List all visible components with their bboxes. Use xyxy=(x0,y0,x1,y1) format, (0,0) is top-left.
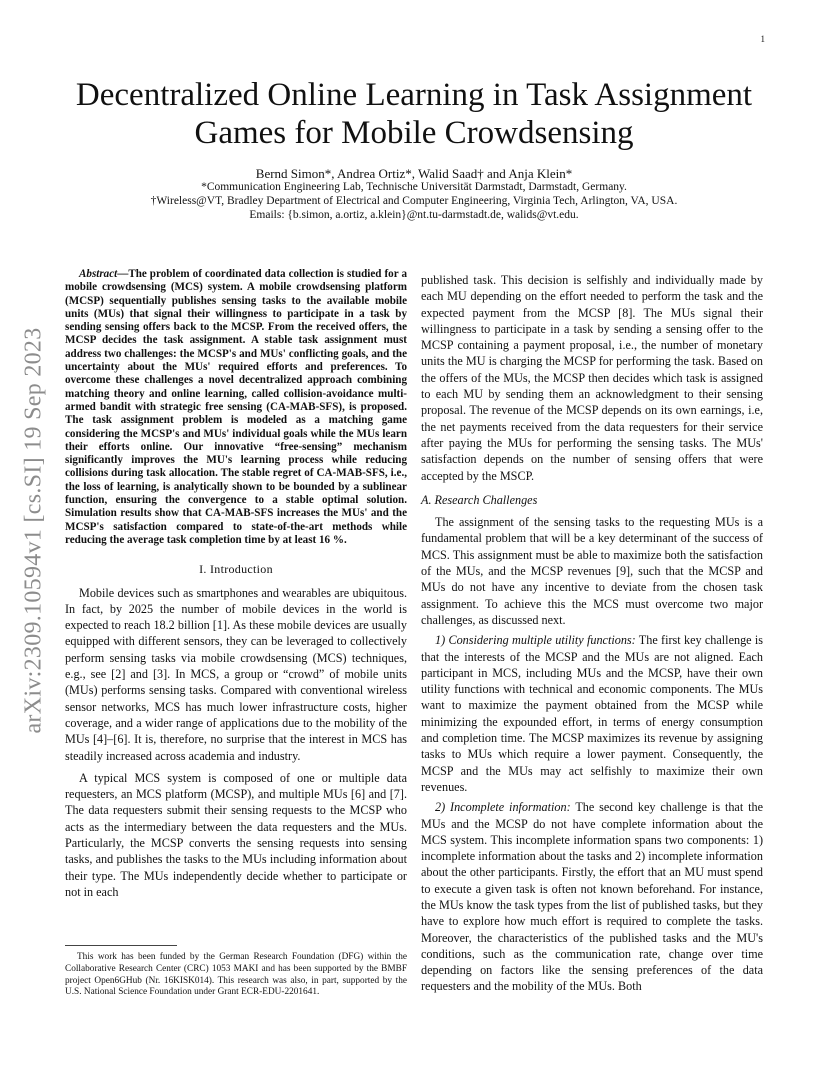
right-column xyxy=(421,272,763,995)
challenge-1-heading: 1) Considering multiple utility functions: xyxy=(435,633,636,648)
abstract xyxy=(65,268,407,547)
left-column xyxy=(65,268,407,900)
challenge-1-text: The first key challenge is that the interests of the MCSP and the MUs are not aligned. Each participant in MCS, including MUs and the MCSP, have their own utility functions with technical and economic components. The MUs want to maximize the payment obtained from the MCSP while minimizing the expounded effort, in terms of energy consumption and completion time. The MCSP maximizes its revenue by assigning tasks to MUs which require a lower payment. Consequently, the MCSP and the MUs may act selfishly to maximize their own revenues. xyxy=(421,633,763,794)
subsection-heading-research-challenges: A. Research Challenges xyxy=(421,492,538,507)
abstract-label: Abstract xyxy=(79,268,118,280)
right-paragraph-1: published task. This decision is selfishly and individually made by each MU depending on the effort needed to perform the task and the expected payment from the MCSP [8]. The MUs signal their willingness to participate in a task by sending a sensing offer to the MCSP containing a payment proposal, i.e., the number of monetary units the MU is charging the MCSP for performing the task. Based on the offers of the MUs, the MCSP then decides which task is assigned to each MU by sending them an acknowledgment to their sensing proposal. The revenue of the MCSP depends on its own earnings, i.e, the net payments received from the data requesters for their service after paying the MUs for performing the sensing tasks. The MUs' satisfaction depends on the number of sensing offers that were accepted by the MSCP. xyxy=(421,273,763,483)
challenge-1-paragraph xyxy=(421,632,763,795)
paper-title: Decentralized Online Learning in Task Assignment Games for Mobile Crowdsensing xyxy=(75,77,753,151)
footnote-divider xyxy=(65,945,177,946)
intro-paragraph-2: A typical MCS system is composed of one or multiple data requesters, an MCS platform (MCSP), and multiple MUs [6] and [7]. The data requesters submit their sensing requests to the MCSP who acts as the intermediary between the data requesters and the MUs. Particularly, the MCSP converts the sensing requests into sensing tasks, and publishes the tasks to the MUs including information about their type. The MUs independently decide whether to participate or not in each xyxy=(65,770,407,899)
page-number: 1 xyxy=(760,34,765,44)
challenge-2-paragraph xyxy=(421,799,763,995)
arxiv-stamp xyxy=(10,300,58,760)
affiliation-1: *Communication Engineering Lab, Technische Universität Darmstadt, Darmstadt, Germany. xyxy=(201,181,627,193)
challenge-2-text: The second key challenge is that the MUs and the MCSP do not have complete information about the MCS system. This incomplete information spans two components: 1) incomplete information about the tasks and 2) incomplete information about the other participants. Firstly, the effort that an MU must spend to execute a given task is often not known beforehand. For instance, the MUs know the task types from the list of published tasks, but they have to explore how much effort is required to complete the tasks. Moreover, the characteristics of the published tasks and the MU's conditions, such as the communication rate, change over time depending on factors like the sensing preferences of the data requesters and the mobility of the MUs. Both xyxy=(421,800,763,994)
affiliation-2: †Wireless@VT, Bradley Department of Electrical and Computer Engineering, Virginia Tech, Arlington, VA, USA. xyxy=(150,195,678,207)
research-challenges-paragraph: The assignment of the sensing tasks to the requesting MUs is a fundamental problem that will be a key determinant of the success of MCS. This assignment must be able to maximize both the satisfaction of the MUs, and the MCSP revenues [9], such that the MCSP and MUs do not have any incentive to deviate from the chosen task assignment. To achieve this the MCS must overcome two major challenges, as discussed next. xyxy=(421,515,763,627)
abstract-text: —The problem of coordinated data collection is studied for a mobile crowdsensing (MCS) system. A mobile crowdsensing platform (MCSP) sequentially publishes sensing tasks to the available mobile units (MUs) that signal their willingness to participate in a task by sending sensing offers back to the MCSP. From the received offers, the MCSP decides the task assignment. A stable task assignment must address two challenges: the MCSP's and MUs' conflicting goals, and the uncertainty about the MUs' required efforts and preferences. To overcome these challenges a novel decentralized approach combining matching theory and online learning, called collision-avoidance multi-armed bandit with strategic free sensing (CA-MAB-SFS), is proposed. The task assignment problem is modeled as a matching game considering the MCSP's and MUs' individual goals while the MUs learn their efforts online. Our innovative “free-sensing” mechanism significantly improves the MU's learning process while reducing collisions during task allocation. The stable regret of CA-MAB-SFS, i.e., the loss of learning, is analytically shown to be bounded by a sublinear function, ensuring the convergence to a stable optimal solution. Simulation results show that CA-MAB-SFS increases the MUs' and the MCSP's satisfaction compared to state-of-the-art methods while reducing the average task completion time by at least 16 %. xyxy=(65,268,407,546)
author-list: Bernd Simon*, Andrea Ortiz*, Walid Saad† and Anja Klein* xyxy=(255,166,573,181)
intro-paragraph-1: Mobile devices such as smartphones and wearables are ubiquitous. In fact, by 2025 the number of mobile devices in the world is expected to reach 18.2 billion [1]. As these mobile devices are usually equipped with different sensors, they can be leveraged to collectively perform sensing tasks via mobile crowdsensing (MCS) techniques, e.g., see [2] and [3]. In MCS, a group or “crowd” of mobile units (MUs) performs sensing tasks. Compared with conventional wireless sensor networks, MCS has much lower infrastructure costs, higher coverage, and a wider range of applications due to the mobility of the MUs [4]–[6]. It is, therefore, no surprise that the interest in MCS has steadily increased across academia and industry. xyxy=(65,585,407,763)
author-emails: Emails: {b.simon, a.ortiz, a.klein}@nt.tu-darmstadt.de, walids@vt.edu. xyxy=(249,209,579,221)
section-heading-introduction: I. Introduction xyxy=(199,562,273,577)
funding-footnote: This work has been funded by the German Research Foundation (DFG) within the Collaborative Research Center (CRC) 1053 MAKI and has been supported by the BMBF project Open6GHub (Nr. 16KISK014). This research was also, in part, supported by the U.S. National Science Foundation under Grant ECR-EDU-2201641. xyxy=(65,952,407,998)
challenge-2-heading: 2) Incomplete information: xyxy=(435,800,571,815)
arxiv-stamp-text: arXiv:2309.10594v1 [cs.SI] 19 Sep 2023 xyxy=(20,326,47,734)
